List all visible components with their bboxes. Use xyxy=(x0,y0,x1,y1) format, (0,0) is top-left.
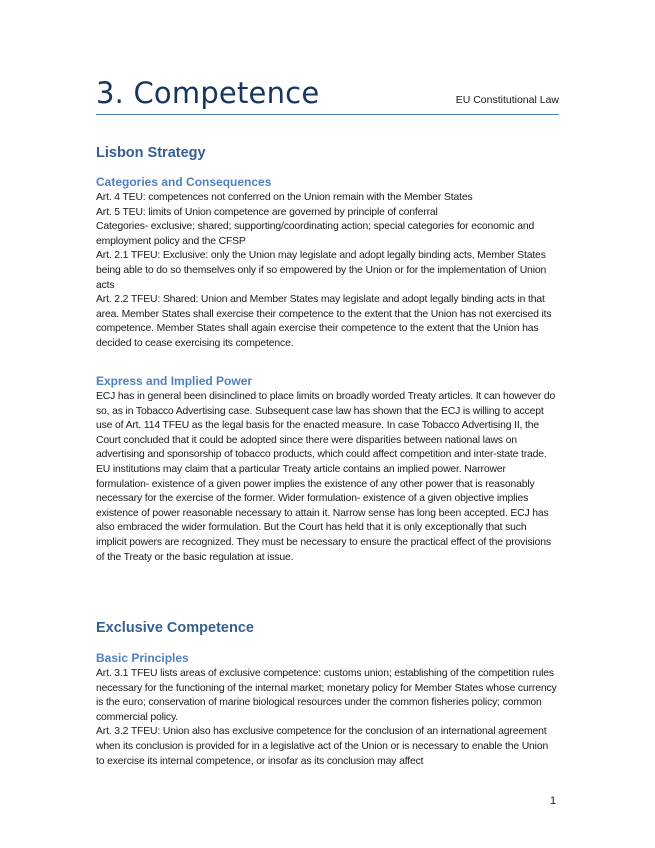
section-heading-exclusive: Exclusive Competence xyxy=(96,620,254,636)
subheading-categories: Categories and Consequences xyxy=(96,175,272,189)
page-header xyxy=(96,0,559,115)
header-subject: EU Constitutional Law xyxy=(455,94,559,106)
paragraph: Art. 3.1 TFEU lists areas of exclusive competence: customs union; establishing of the competition rules necessary for the functioning of the internal market; monetary policy for Member States whose currency is the euro; conservation of marine biological resources under the common fisheries policy; common commercial policy. xyxy=(96,668,557,723)
page-title: 3. Competence xyxy=(96,76,320,110)
paragraph: Art. 2.2 TFEU: Shared: Union and Member States may legislate and adopt legally binding acts in that area. Member States shall exercise their competence to the extent that the Union has not exercised its competence. Member States shall again exercise their competence to the extent that the Union has decided to cease exercising its competence. xyxy=(96,294,552,349)
page-number: 1 xyxy=(550,795,557,807)
paragraph: Art. 2.1 TFEU: Exclusive: only the Union may legislate and adopt legally binding acts, Member States being able to do so themselves only if so empowered by the Union or for the implementation of Union acts xyxy=(96,250,547,291)
section-heading-lisbon: Lisbon Strategy xyxy=(96,145,206,161)
paragraph: Categories- exclusive; shared; supporting/coordinating action; special categories for economic and employment policy and the CFSP xyxy=(96,221,535,247)
categories-body xyxy=(96,191,559,352)
document-page xyxy=(96,0,559,767)
paragraph: Art. 5 TEU: limits of Union competence are governed by principle of conferral xyxy=(96,206,438,218)
paragraph: Art. 3.2 TFEU: Union also has exclusive competence for the conclusion of an international agreement when its conclusion is provided for in a legislative act of the Union or is necessary to enable the Union to exercise its internal competence, or insofar as its conclusion may affect xyxy=(96,726,549,767)
paragraph: Art. 4 TEU: competences not conferred on the Union remain with the Member States xyxy=(96,192,473,203)
subheading-basic-principles: Basic Principles xyxy=(96,651,189,665)
paragraph: ECJ has in general been disinclined to place limits on broadly worded Treaty articles. It can however do so, as in Tobacco Advertising case. Subsequent case law has shown that the ECJ is willing to accept use of Art. 114 TFEU as the legal basis for the enacted measure. In case Tobacco Advertising II, the Court concluded that it could be adopted since there were disparities between national laws on advertising and sponsorship of tobacco products, which could affect competition and inter-state trade. xyxy=(96,391,556,461)
header-rule xyxy=(96,114,559,115)
express-body xyxy=(96,390,559,565)
subheading-express-implied: Express and Implied Power xyxy=(96,374,253,388)
basic-principles-body xyxy=(96,667,559,769)
paragraph: EU institutions may claim that a particular Treaty article contains an implied power. Narrower formulation- existence of a given power implies the existence of any other power that is reasonably necessary for the exercise of the former. Wider formulation- existence of a given objective implies existence of power reasonable necessary to attain it. Narrow sense has long been accepted. ECJ has also embraced the wider formulation. But the Court has held that it is only exceptionally that such implicit powers are recognized. They must be necessary to ensure the practical effect of the provisions of the Treaty or the basic regulation at issue. xyxy=(96,463,551,563)
